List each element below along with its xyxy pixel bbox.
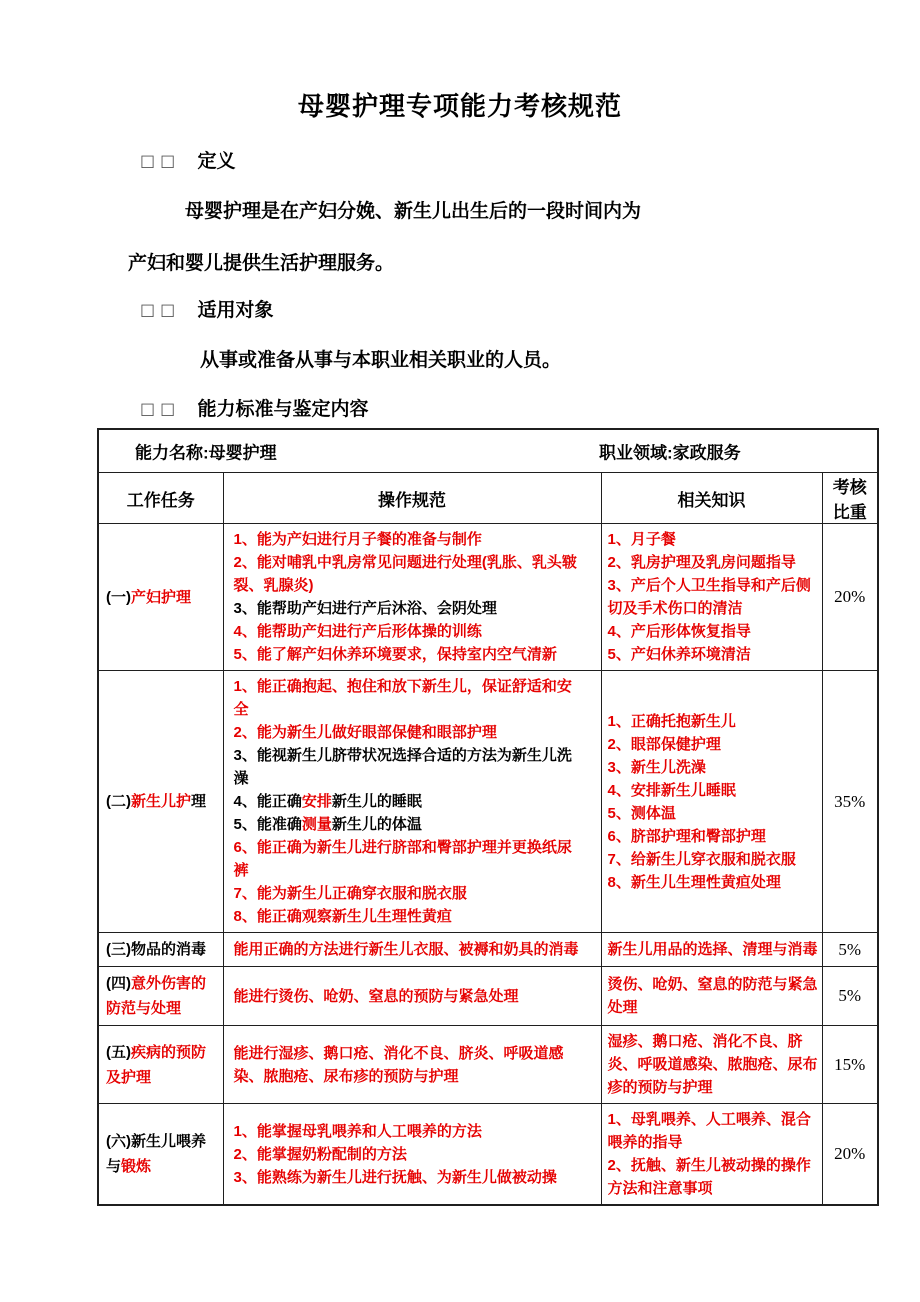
text-segment: 1、能为产妇进行月子餐的准备与制作 [233,531,482,548]
section-heading-definition [140,146,236,173]
task-cell [98,1026,223,1104]
text-segment: 2、能为新生儿做好眼部保健和眼部护理 [233,724,497,741]
operations-cell [223,1026,601,1104]
table-info-cell [98,429,878,473]
text-segment: 新生儿用品的选择、清理与消毒 [607,941,818,958]
table-header-row [98,473,878,524]
text-segment: 烫伤、呛奶、窒息的防范与紧急处理 [607,976,818,1016]
list-item [608,528,818,551]
text-segment: (五) [106,1043,131,1061]
text-segment: 能进行湿疹、鹅口疮、消化不良、脐炎、呼吸道感染、脓胞疮、尿布疹的预防与护理 [233,1044,564,1085]
knowledge-cell [601,524,822,671]
list-item [234,528,581,551]
weight-cell: 35% [822,671,878,933]
table-row [98,967,878,1026]
text-segment: 6、能正确为新生儿进行脐部和臀部护理并更换纸尿裤 [233,839,572,879]
list-item [608,1030,818,1099]
list-item [234,597,581,620]
operations-cell [223,1104,601,1206]
text-segment: (六)新生儿喂养与 [106,1133,206,1175]
paragraph-line: 产妇和婴儿提供生活护理服务。 [128,253,395,274]
list-item [234,905,581,928]
weight-cell: 20% [822,524,878,671]
list-item [608,574,818,620]
text-segment: 疾病的预防及护理 [106,1043,207,1086]
task-cell [98,1104,223,1206]
text-segment: 3、能视新生儿脐带状况选择合适的方法为新生儿洗澡 [233,747,572,787]
list-item [234,938,581,961]
list-item [234,985,581,1008]
list-item [608,756,818,779]
list-item [234,744,581,790]
text-segment: 测量 [301,816,332,833]
text-segment: 新生儿的体温 [331,816,422,833]
assessment-table [97,428,879,1206]
text-segment: 4、能正确 [233,793,302,810]
text-segment: 7、给新生儿穿衣服和脱衣服 [607,850,796,868]
missing-glyph-marker: □□ [140,151,181,170]
text-segment: 4、产后形体恢复指导 [607,623,751,640]
text-segment: 1、能正确抱起、抱住和放下新生儿，保证舒适和安全 [233,678,572,718]
table-row [98,1026,878,1104]
text-segment: 1、月子餐 [607,531,676,548]
weight-cell: 5% [822,933,878,967]
list-item [234,1042,581,1088]
knowledge-cell [601,671,822,933]
weight-cell: 5% [822,967,878,1026]
section-heading-text: 能力标准与鉴定内容 [197,399,369,420]
list-item [608,779,818,802]
text-segment: 能进行烫伤、呛奶、窒息的预防与紧急处理 [233,987,519,1005]
capability-name: 能力名称:母婴护理 [135,443,277,463]
col-header-weight: 考核比重 [822,473,878,524]
text-segment: 8、新生儿生理性黄疸处理 [607,873,781,891]
list-item [608,825,818,848]
text-segment: 4、能帮助产妇进行产后形体操的训练 [233,623,482,640]
table-row [98,933,878,967]
operations-cell [223,967,601,1026]
text-segment: 5、能准确 [233,816,302,833]
text-segment: 1、能掌握母乳喂养和人工喂养的方法 [233,1122,482,1140]
list-item [234,882,581,905]
knowledge-cell [601,1104,822,1206]
text-segment: 意外伤害的防范与处理 [106,975,207,1017]
list-item [234,1120,581,1143]
list-item [234,675,581,721]
list-item [608,1154,818,1200]
table-info-row [98,429,878,473]
task-cell [98,671,223,933]
text-segment: 5、产妇休养环境清洁 [607,646,751,663]
text-segment: 理 [191,793,207,810]
text-segment: 5、测体温 [607,804,676,822]
list-item [234,1166,581,1189]
operations-cell [223,933,601,967]
text-segment: 产妇护理 [131,588,192,606]
list-item [234,790,581,813]
weight-cell: 20% [822,1104,878,1206]
section-heading-standards [140,394,369,421]
col-header-task: 工作任务 [98,473,223,524]
list-item [608,733,818,756]
list-item [608,802,818,825]
list-item [234,813,581,836]
text-segment: 能用正确的方法进行新生儿衣服、被褥和奶具的消毒 [233,941,579,958]
knowledge-cell [601,1026,822,1104]
list-item [608,973,818,1019]
section-heading-text: 定义 [197,151,236,172]
list-item [234,551,581,597]
text-segment: (二) [106,793,131,810]
assessment-table-body [98,524,878,1206]
section-heading-text: 适用对象 [197,300,274,321]
text-segment: 2、能对哺乳中乳房常见问题进行处理(乳胀、乳头皲裂、乳腺炎) [233,554,577,594]
text-segment: 8、能正确观察新生儿生理性黄疸 [233,908,452,925]
list-item [608,710,818,733]
occupation-domain: 职业领域:家政服务 [599,443,741,463]
text-segment: (四) [106,975,131,992]
col-header-operations: 操作规范 [223,473,601,524]
text-segment: (一) [106,588,131,606]
text-segment: 3、能帮助产妇进行产后沐浴、会阴处理 [233,600,497,617]
weight-cell: 15% [822,1026,878,1104]
table-row [98,524,878,671]
text-segment: 新生儿护 [131,793,192,810]
list-item [234,1143,581,1166]
text-segment: 2、能掌握奶粉配制的方法 [233,1145,407,1163]
text-segment: (三)物品的消毒 [106,941,206,958]
text-segment: 1、正确托抱新生儿 [607,712,736,730]
text-segment: 4、安排新生儿睡眠 [607,781,736,799]
missing-glyph-marker: □□ [140,399,181,418]
paragraph-line: 从事或准备从事与本职业相关职业的人员。 [200,350,562,371]
text-segment: 锻炼 [121,1158,152,1175]
text-segment: 2、乳房护理及乳房问题指导 [607,554,796,571]
text-segment: 2、抚触、新生儿被动操的操作方法和注意事项 [607,1157,811,1197]
table-row [98,1104,878,1206]
list-item [234,643,581,666]
text-segment: 3、能熟练为新生儿进行抚触、为新生儿做被动操 [233,1168,557,1186]
text-segment: 3、产后个人卫生指导和产后侧切及手术伤口的清洁 [607,577,811,617]
col-header-knowledge: 相关知识 [601,473,822,524]
document-title: 母婴护理专项能力考核规范 [297,91,622,121]
list-item [234,836,581,882]
text-segment: 1、母乳喂养、人工喂养、混合喂养的指导 [607,1111,811,1151]
text-segment: 2、眼部保健护理 [607,735,721,753]
text-segment: 7、能为新生儿正确穿衣服和脱衣服 [233,885,467,902]
table-row [98,671,878,933]
operations-cell [223,524,601,671]
text-segment: 安排 [301,793,332,810]
text-segment: 3、新生儿洗澡 [607,758,706,776]
section-heading-audience [140,295,274,322]
text-segment: 5、能了解产妇休养环境要求，保持室内空气清新 [233,646,557,663]
list-item [608,1108,818,1154]
list-item [608,620,818,643]
operations-cell [223,671,601,933]
list-item [234,620,581,643]
missing-glyph-marker: □□ [140,300,181,319]
list-item [608,871,818,894]
task-cell [98,933,223,967]
list-item [608,643,818,666]
list-item [234,721,581,744]
list-item [608,848,818,871]
text-segment: 湿疹、鹅口疮、消化不良、脐炎、呼吸道感染、脓胞疮、尿布疹的预防与护理 [607,1033,818,1096]
knowledge-cell [601,933,822,967]
text-segment: 6、脐部护理和臀部护理 [607,827,766,845]
list-item [608,938,818,961]
paragraph-line: 母婴护理是在产妇分娩、新生儿出生后的一段时间内为 [185,201,642,222]
task-cell [98,967,223,1026]
text-segment: 新生儿的睡眠 [331,793,422,810]
task-cell [98,524,223,671]
knowledge-cell [601,967,822,1026]
list-item [608,551,818,574]
